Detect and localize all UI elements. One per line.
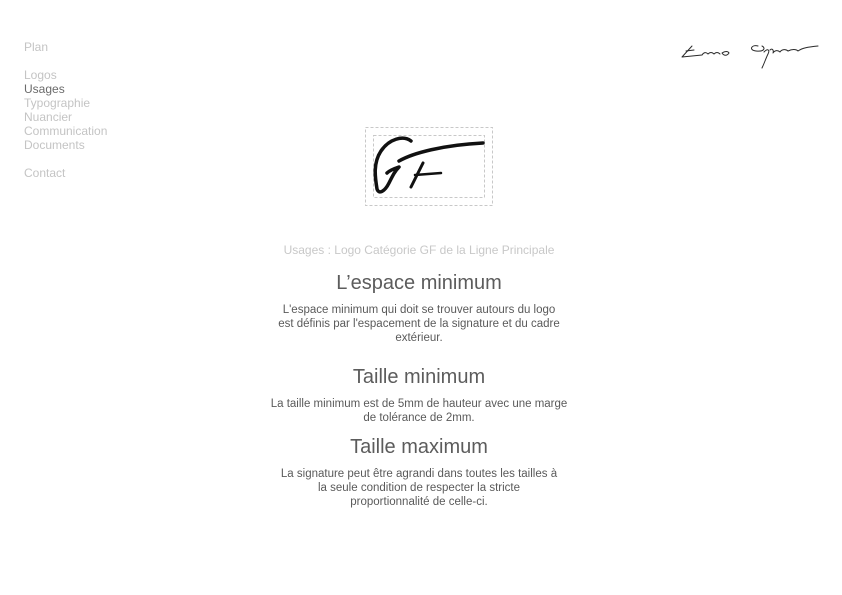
nav-communication[interactable]: Communication [24, 124, 108, 138]
nav-contact[interactable]: Contact [24, 166, 66, 180]
nav-logos[interactable]: Logos [24, 68, 57, 82]
nav-nuancier[interactable]: Nuancier [24, 110, 73, 124]
side-navigation [24, 40, 107, 180]
section-text-espace-minimum: L'espace minimum qui doit se trouver autours du logo est définis par l'espacement de la signature et du cadre extérieur. [278, 304, 560, 344]
signature-logo-icon[interactable] [678, 38, 824, 72]
usage-content [266, 242, 572, 509]
nav-typographie[interactable]: Typographie [24, 96, 91, 110]
section-title-taille-minimum: Taille minimum [352, 366, 486, 388]
gf-monogram-icon [365, 127, 493, 206]
page-caption: Usages : Logo Catégorie GF de la Ligne Principale [283, 243, 555, 257]
section-text-taille-minimum: La taille minimum est de 5mm de hauteur avec une marge de tolérance de 2mm. [270, 398, 568, 424]
nav-spacer [24, 54, 107, 68]
nav-documents[interactable]: Documents [24, 138, 85, 152]
nav-spacer [24, 152, 107, 166]
nav-plan[interactable]: Plan [24, 40, 49, 54]
section-title-taille-maximum: Taille maximum [350, 436, 488, 458]
section-text-taille-maximum: La signature peut être agrandi dans toutes les tailles à la seule condition de respecter la stricte proportionnalité de celle-ci. [280, 468, 558, 508]
nav-usages[interactable]: Usages [24, 82, 65, 96]
section-title-espace-minimum: L’espace minimum [336, 272, 502, 294]
